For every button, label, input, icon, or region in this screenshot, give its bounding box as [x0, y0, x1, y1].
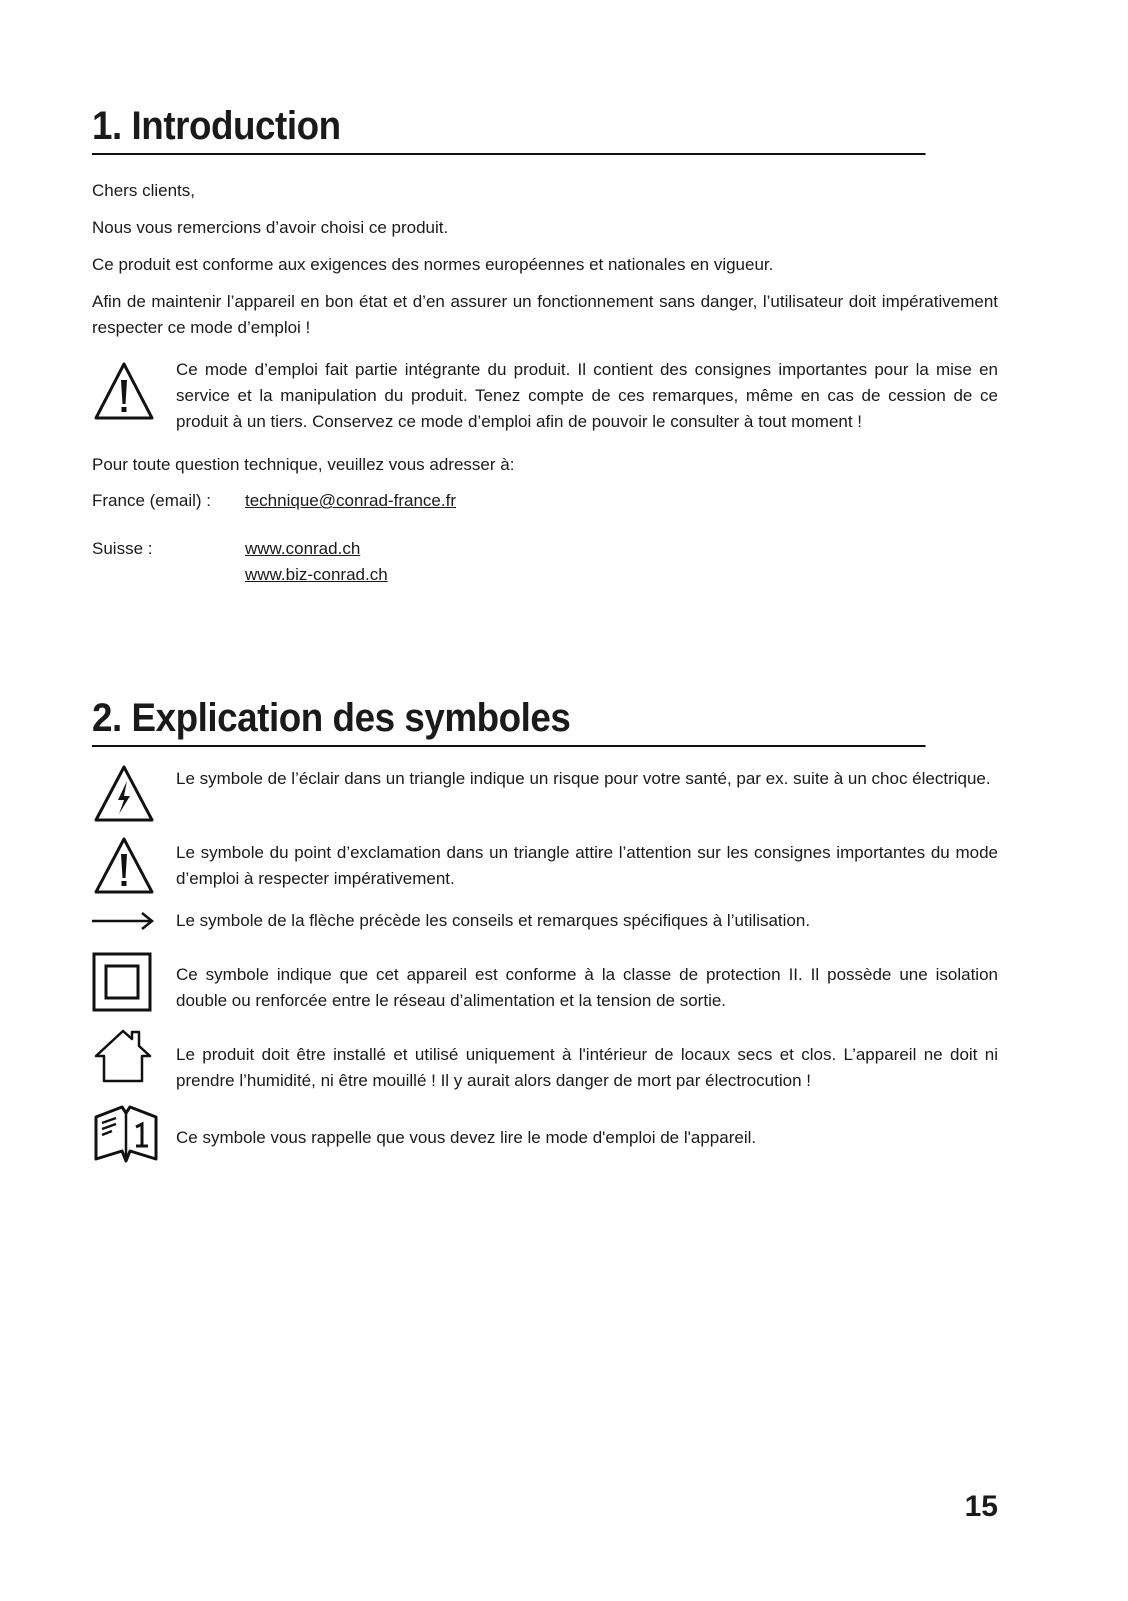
conformity-paragraph: Ce produit est conforme aux exigences des normes européennes et nationales en vigueur. [92, 255, 774, 274]
website-link-biz-conrad[interactable]: www.biz-conrad.ch [245, 565, 388, 584]
email-link-france[interactable]: technique@conrad-france.fr [245, 491, 456, 510]
exclamation-triangle-icon [92, 836, 156, 896]
symbol-text-indoor-use: Le produit doit être installé et utilisé uniquement à l'intérieur de locaux secs et clos. L’appareil ne doit ni prendre l’humidité, ni être mouillé ! Il y aurait alors danger de mort par électrocution ! [176, 1045, 998, 1090]
house-icon [92, 1028, 154, 1084]
exclamation-triangle-icon [92, 360, 156, 422]
contact-intro: Pour toute question technique, veuillez vous adresser à: [92, 455, 515, 474]
symbol-text-exclamation: Le symbole du point d’exclamation dans un triangle attire l’attention sur les consignes importantes du mode d’emploi à respecter impérativement. [176, 843, 998, 888]
maintenance-paragraph: Afin de maintenir l’appareil en bon état et d’en assurer un fonctionnement sans danger, l’utilisateur doit impérativement respecter ce mode d’emploi ! [92, 292, 998, 337]
symbol-text-arrow: Le symbole de la flèche précède les conseils et remarques spécifiques à l’utilisation. [176, 911, 811, 930]
thanks-paragraph: Nous vous remercions d’avoir choisi ce produit. [92, 218, 449, 237]
manual-book-icon [92, 1105, 160, 1165]
website-link-conrad[interactable]: www.conrad.ch [245, 539, 361, 558]
symbol-text-protection-class: Ce symbole indique que cet appareil est conforme à la classe de protection II. Il possède une isolation double ou renforcée entre le réseau d’alimentation et la tension de sortie. [176, 965, 998, 1010]
symbol-text-lightning: Le symbole de l’éclair dans un triangle indique un risque pour votre santé, par ex. suite à un choc électrique. [176, 769, 991, 788]
introduction-heading: 1. Introduction [92, 104, 926, 155]
manual-warning-note: Ce mode d’emploi fait partie intégrante du produit. Il contient des consignes importantes pour la mise en service et la manipulation du produit. Tenez compte de ces remarques, même en cas de cession de ce produit à un tiers. Conservez ce mode d’emploi afin de pouvoir le consulter à tout moment ! [176, 360, 998, 431]
contact-label-suisse: Suisse : [92, 539, 153, 558]
lightning-triangle-icon [92, 764, 156, 824]
contact-label-france: France (email) : [92, 491, 212, 510]
greeting: Chers clients, [92, 181, 195, 200]
arrow-right-icon [92, 910, 156, 932]
page-number: 15 [964, 1490, 998, 1523]
symbol-text-read-manual: Ce symbole vous rappelle que vous devez lire le mode d'emploi de l'appareil. [176, 1128, 757, 1147]
double-square-icon [92, 952, 152, 1012]
symbols-heading: 2. Explication des symboles [92, 696, 926, 747]
